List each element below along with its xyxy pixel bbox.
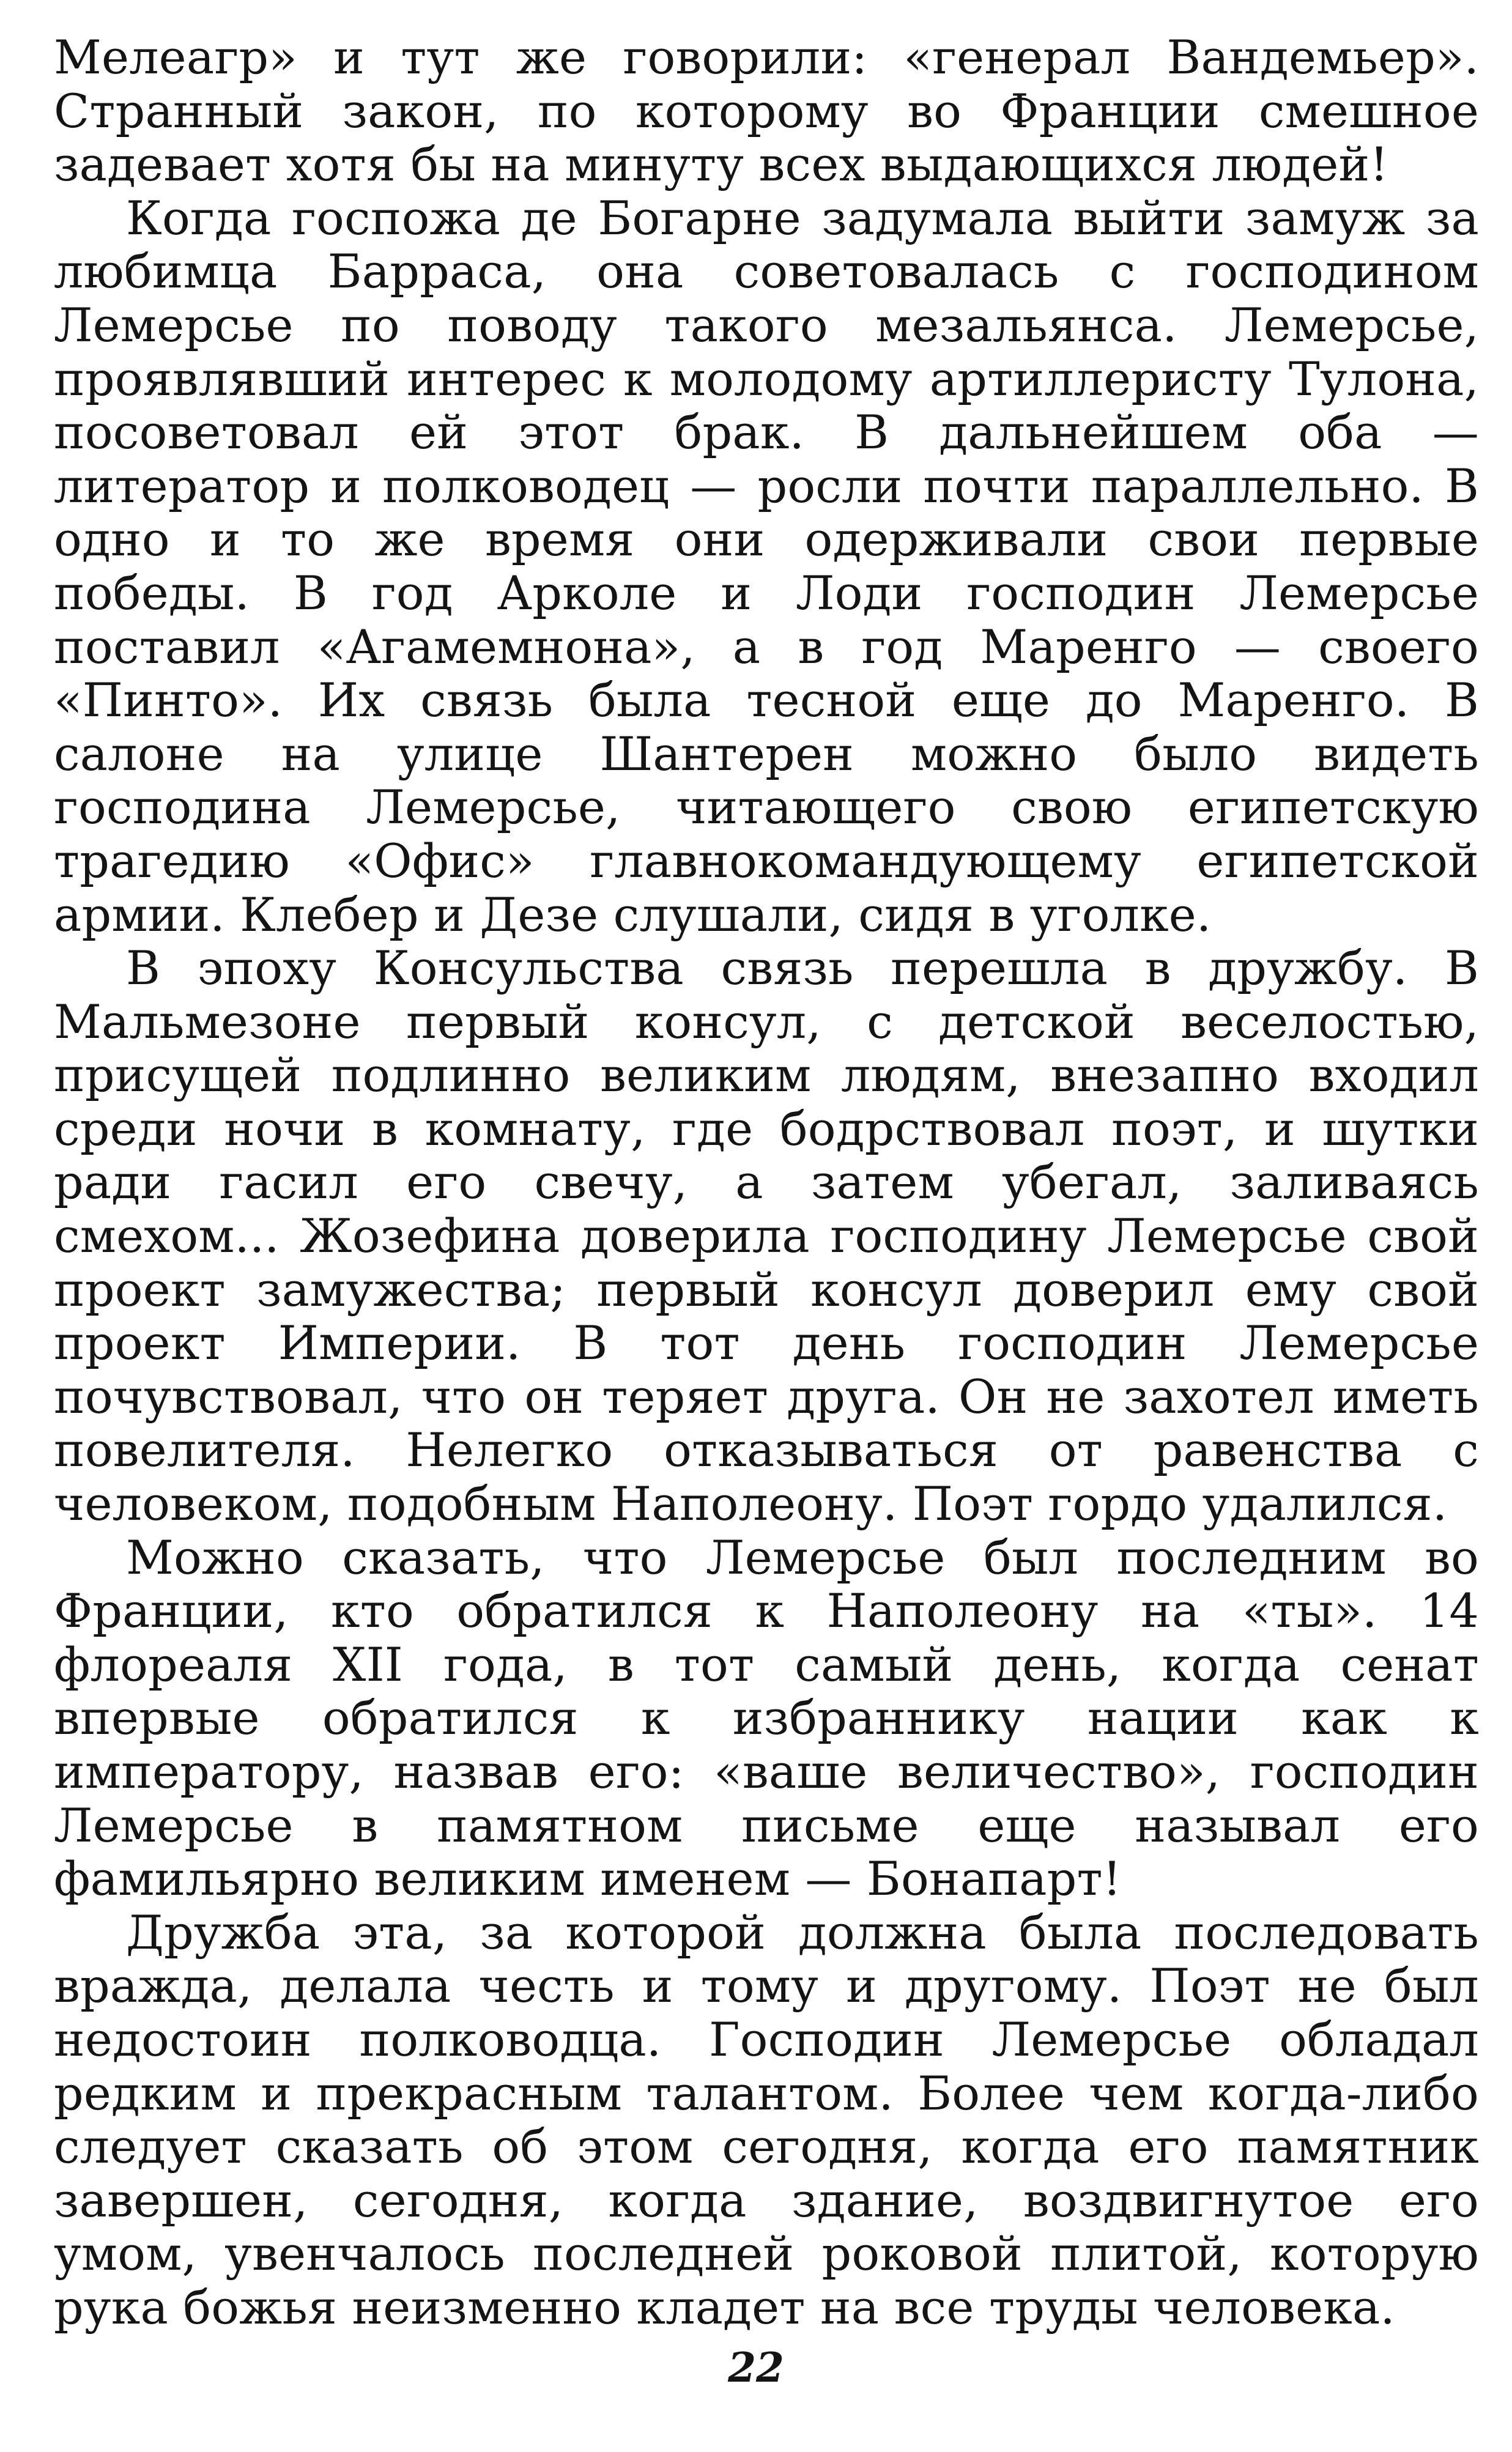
paragraph-4: Можно сказать, что Лемерсье был последним во Франции, кто обратился к Наполеону на «ты». 14 флореаля XII года, в тот самый день, когда сенат впервые обратился к избраннику нации как к императору, назвав его: «ваше величество», господин Лемерсье в памятном письме еще называл его фамильярно великим именем — Бонапарт! xyxy=(54,1530,1479,1906)
paragraph-3: В эпоху Консульства связь перешла в дружбу. В Мальмезоне первый консул, с детской веселостью, присущей подлинно великим людям, внезапно входил среди ночи в комнату, где бодрствовал поэт, и шутки ради гасил его свечу, а затем убегал, заливаясь смехом... Жозефина доверила господину Лемерсье свой проект замужества; первый консул доверил ему свой проект Империи. В тот день господин Лемерсье почувствовал, что он теряет друга. Он не захотел иметь повелителя. Нелегко отказываться от равенства с человеком, подобным Наполеону. Поэт гордо удалился. xyxy=(54,941,1479,1532)
page-text-block xyxy=(54,31,1479,2335)
paragraph-2: Когда госпожа де Богарне задумала выйти замуж за любимца Барраса, она советовалась с господином Лемерсье по поводу такого мезальянса. Лемерсье, проявлявший интерес к молодому артиллеристу Тулона, посоветовал ей этот брак. В дальнейшем оба — литератор и полководец — росли почти параллельно. В одно и то же время они одерживали свои первые победы. В год Арколе и Лоди господин Лемерсье поставил «Агамемнона», а в год Маренго — своего «Пинто». Их связь была тесной еще до Маренго. В салоне на улице Шантерен можно было видеть господина Лемерсье, читающего свою египетскую трагедию «Офис» главнокомандующему египетской армии. Клебер и Дезе слушали, сидя в уголке. xyxy=(54,190,1479,942)
page-number: 22 xyxy=(728,2344,784,2391)
paragraph-1: Мелеагр» и тут же говорили: «генерал Вандемьер». Странный закон, по которому во Франции смешное задевает хотя бы на минуту всех выдающихся людей! xyxy=(54,30,1479,192)
paragraph-5: Дружба эта, за которой должна была последовать вражда, делала честь и тому и другому. Поэт не был недостоин полководца. Господин Лемерсье обладал редким и прекрасным талантом. Более чем когда-либо следует сказать об этом сегодня, когда его памятник завершен, сегодня, когда здание, воздвигнутое его умом, увенчалось последней роковой плитой, которую рука божья неизменно кладет на все труды человека. xyxy=(54,1905,1479,2335)
